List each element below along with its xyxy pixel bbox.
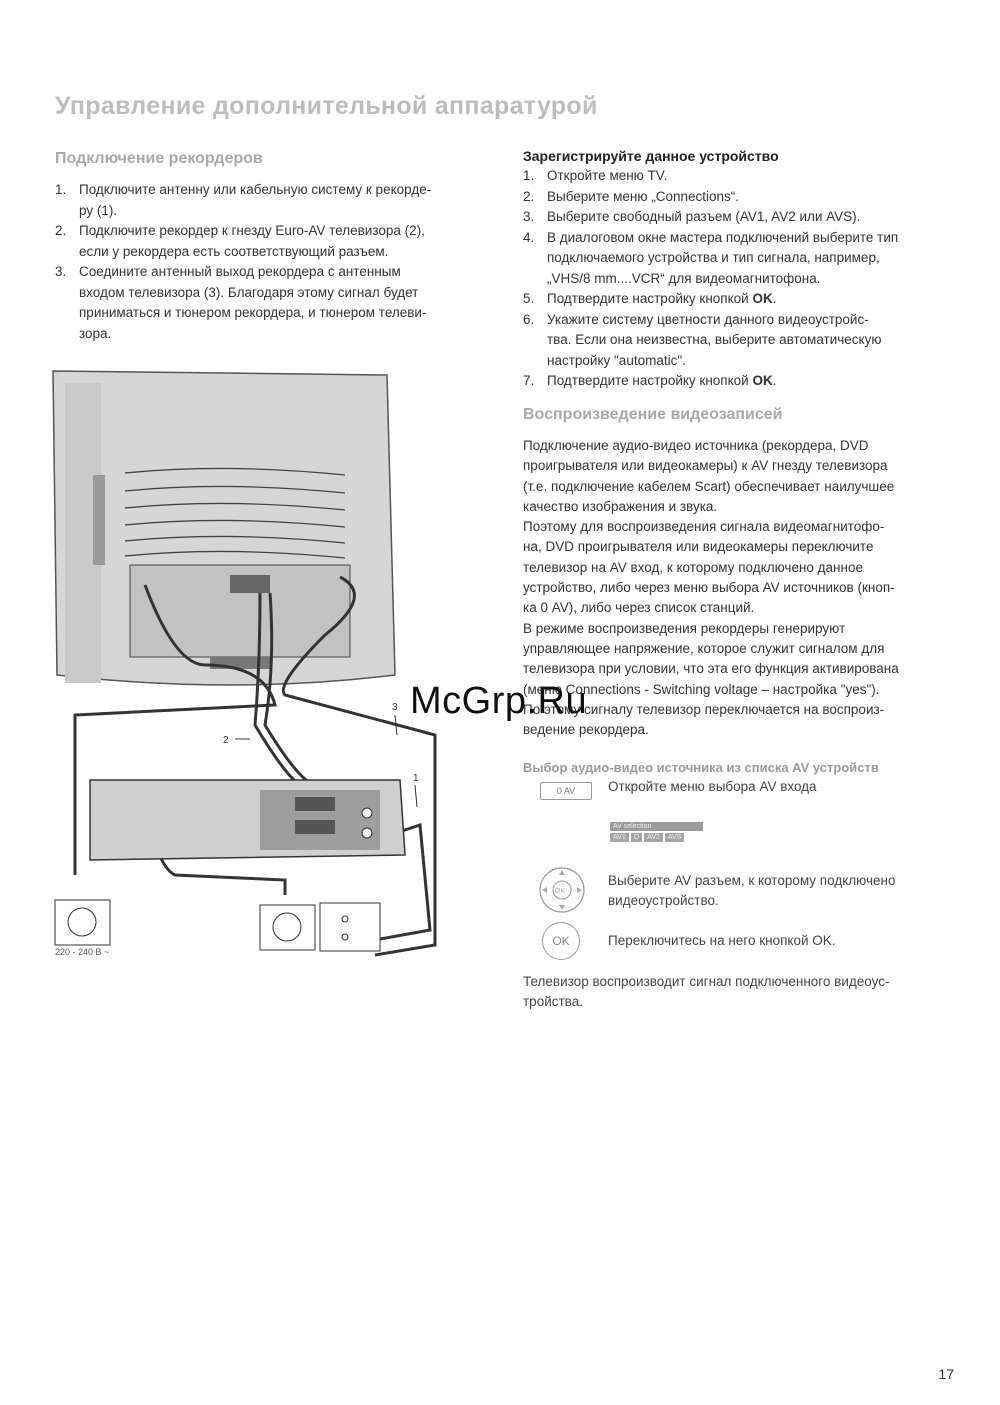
register-step-number: 4.	[523, 229, 535, 245]
register-step-item	[523, 351, 963, 372]
callout-1: 1	[413, 773, 419, 784]
register-step-item	[523, 207, 963, 228]
register-step-number: 6.	[523, 311, 535, 327]
step-select-av-line2: видеоустройство.	[608, 893, 719, 908]
playback-line: В режиме воспроизведения рекордеры генерируют	[523, 620, 846, 636]
menu-option-o: O	[631, 833, 642, 842]
final-text-line2: тройства.	[523, 994, 583, 1009]
register-steps-list	[523, 166, 963, 392]
playback-line: По этому сигналу телевизор переключается на воспроиз-	[523, 701, 885, 717]
recorder-step-item	[55, 262, 495, 283]
antenna-wall-socket	[320, 903, 380, 951]
power-socket-left	[55, 900, 110, 945]
callout-2: 2	[223, 735, 229, 746]
playback-line: управляющее напряжение, которое служит сигналом для	[523, 640, 885, 656]
svg-text:OK: OK	[555, 888, 566, 895]
register-step-item	[523, 228, 963, 249]
step-select-av-line1: Выберите AV разъем, к которому подключено	[608, 873, 896, 888]
playback-line: Поэтому для воспроизведения сигнала видеомагнитофо-	[523, 519, 885, 535]
recorder-step-text: ру (1).	[79, 202, 118, 218]
recorder-scart-2	[295, 820, 335, 834]
step-open-av-menu: Откройте меню выбора AV входа	[608, 779, 817, 794]
menu-title-row: AV selection	[610, 822, 703, 831]
ok-button-icon: OK	[542, 922, 580, 960]
register-step-number: 3.	[523, 209, 535, 224]
recorder-step-text: входом телевизора (3). Благодаря этому сигнал будет	[79, 284, 419, 300]
playback-heading: Воспроизведение видеозаписей	[523, 406, 783, 423]
recorder-step-text: Подключите антенну или кабельную систему к рекорде-	[79, 182, 432, 197]
navigation-pad-icon	[538, 866, 586, 919]
register-step-text: „VHS/8 mm....VCR“ для видеомагнитофона.	[547, 270, 821, 286]
playback-line: телевизор на AV вход, к которому подключено данное	[523, 559, 863, 575]
register-step-text: настройку "automatic".	[547, 352, 686, 368]
playback-line: качество изображения и звука.	[523, 498, 718, 514]
step-confirm-ok: Переключитесь на него кнопкой OK.	[608, 933, 836, 948]
page-title: Управление дополнительной аппаратурой	[55, 92, 598, 120]
recorder-step-item	[55, 221, 495, 242]
voltage-label: 220 - 240 В ~	[55, 947, 110, 957]
recorder-step-text: если у рекордера есть соответствующий разъем.	[79, 243, 389, 259]
recorder-step-item	[55, 242, 495, 263]
playback-line: Подключение аудио-видео источника (рекордера, DVD	[523, 438, 869, 453]
recorder-step-number: 1.	[55, 182, 67, 197]
playback-line: (меню Connections - Switching voltage – настройка "yes").	[523, 681, 880, 697]
final-text-line1: Телевизор воспроизводит сигнал подключенного видеоус-	[523, 974, 890, 989]
recorder-step-item	[55, 303, 495, 324]
register-step-text: Подтвердите настройку кнопкой OK.	[547, 291, 777, 306]
connection-diagram-svg	[45, 365, 445, 965]
recorder-step-item	[55, 283, 495, 304]
tv-cable-clip	[210, 657, 270, 669]
playback-line: на, DVD проигрывателя или видеокамеры переключите	[523, 539, 874, 555]
register-step-text: В диалоговом окне мастера подключений выберите тип	[547, 229, 899, 245]
register-step-number: 1.	[523, 168, 535, 183]
page-number: 17	[938, 1366, 954, 1382]
playback-line: телевизора при условии, что эта его функция активирована	[523, 661, 899, 677]
recorder-step-item	[55, 180, 495, 201]
playback-line: ведение рекордера.	[523, 722, 649, 738]
register-step-item	[523, 269, 963, 290]
playback-line: устройство, либо через меню выбора AV источников (кноп-	[523, 580, 895, 596]
register-step-item	[523, 330, 963, 351]
recorder-step-number: 2.	[55, 223, 67, 238]
playback-line: (т.е. подключение кабелем Scart) обеспечивает наилучшее	[523, 478, 895, 494]
register-heading: Зарегистрируйте данное устройство	[523, 148, 779, 164]
select-av-heading: Выбор аудио-видео источника из списка AV устройств	[523, 760, 879, 775]
watermark: McGrp.Ru	[410, 680, 588, 722]
tv-side-connector	[93, 475, 105, 565]
register-step-item	[523, 289, 963, 310]
power-socket-middle	[260, 905, 315, 950]
register-step-number: 2.	[523, 188, 535, 204]
recorder-step-text: Соедините антенный выход рекордера с антенным	[79, 264, 401, 279]
recorder-antenna-in	[362, 808, 372, 818]
register-step-item	[523, 166, 963, 187]
register-step-number: 7.	[523, 373, 535, 388]
recorder-step-text: Подключите рекордер к гнезду Euro-AV телевизора (2),	[79, 223, 425, 238]
menu-option-av2: AV2	[644, 833, 663, 842]
playback-paragraph	[523, 436, 963, 740]
playback-line: проигрывателя или видеокамеры) к AV гнезду телевизора	[523, 458, 888, 474]
playback-line: ка 0 AV), либо через список станций.	[523, 600, 755, 616]
recorder-step-item	[55, 324, 495, 345]
register-step-item	[523, 310, 963, 331]
register-step-item	[523, 371, 963, 392]
section-heading-recorders: Подключение рекордеров	[55, 150, 263, 167]
callout-3: 3	[392, 702, 398, 713]
register-step-number: 5.	[523, 291, 535, 306]
register-step-text: подключаемого устройства и тип сигнала, например,	[547, 250, 880, 265]
register-step-text: Откройте меню TV.	[547, 168, 668, 183]
menu-option-av1: AV1	[610, 833, 629, 842]
menu-options-row	[610, 833, 750, 842]
register-step-text: Выберите меню „Connections“.	[547, 188, 740, 204]
register-step-item	[523, 187, 963, 208]
register-step-text: Выберите свободный разъем (AV1, AV2 или AVS).	[547, 209, 861, 224]
recorder-step-text: приниматься и тюнером рекордера, и тюнером телеви-	[79, 305, 427, 320]
zero-av-button-icon: 0 AV	[540, 782, 592, 800]
register-step-text: тва. Если она неизвестна, выберите автоматическую	[547, 332, 882, 347]
recorder-step-number: 3.	[55, 264, 67, 279]
register-step-text: Укажите систему цветности данного видеоустройс-	[547, 311, 869, 327]
register-step-item	[523, 248, 963, 269]
recorder-steps-list	[55, 180, 495, 344]
recorder-step-text: зора.	[79, 325, 112, 341]
register-step-text: Подтвердите настройку кнопкой OK.	[547, 373, 777, 388]
menu-option-avs: AVS	[665, 833, 685, 842]
recorder-antenna-out	[362, 828, 372, 838]
tv-scart-socket	[230, 575, 270, 593]
connection-diagram	[45, 365, 445, 965]
recorder-scart-1	[295, 797, 335, 811]
av-selection-menu-preview	[610, 822, 750, 844]
recorder-step-item	[55, 201, 495, 222]
